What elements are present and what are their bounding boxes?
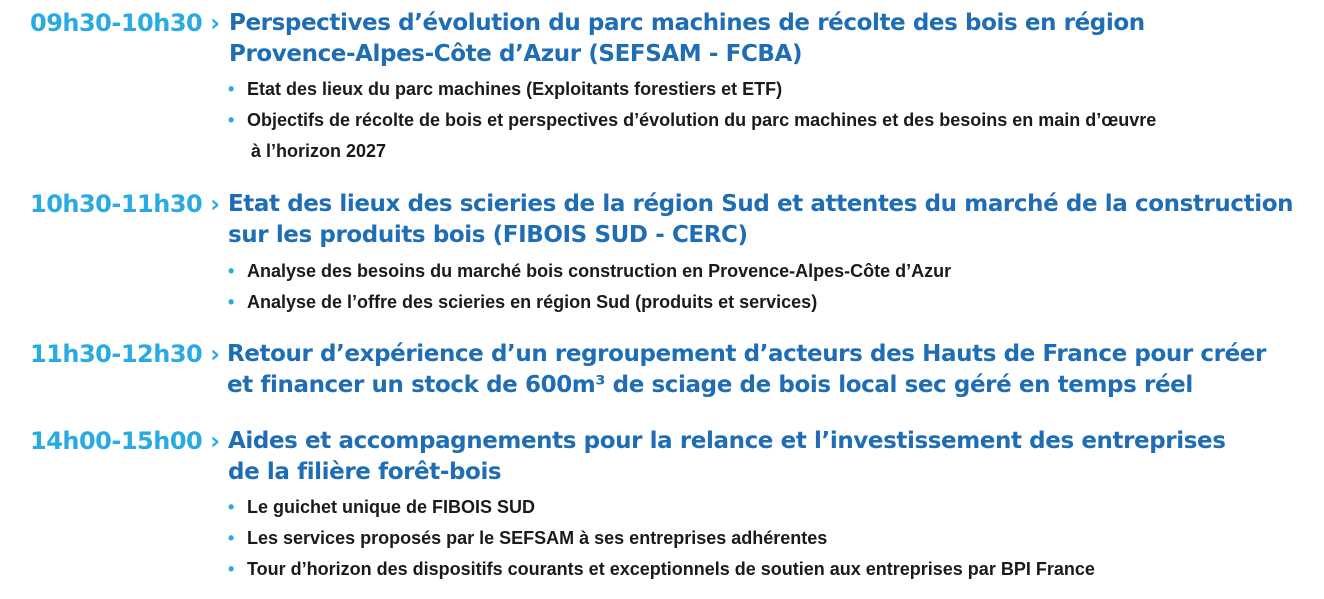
bullet-line: Le guichet unique de FIBOIS SUD [247, 497, 536, 517]
session-title [227, 339, 1266, 401]
bullet-icon: • [228, 292, 235, 312]
session-title-line: Etat des lieux des scieries de la région Sud et attentes du marché de la construction [228, 191, 1294, 217]
bullet-text [247, 256, 951, 287]
bullet-text [247, 74, 1156, 105]
bullet-icon: • [228, 110, 235, 130]
list-item [228, 492, 1095, 523]
bullet-line: Analyse des besoins du marché bois construction en Provence-Alpes-Côte d’Azur [247, 261, 952, 281]
bullet-text [247, 523, 1095, 554]
session-title-line: et financer un stock de 600m³ de sciage de bois local sec géré en temps réel [227, 372, 1193, 398]
session-title [228, 189, 1293, 251]
bullet-line: Les services proposés par le SEFSAM à ses entreprises adhérentes [247, 528, 828, 548]
bullet-list [228, 492, 1095, 585]
bullet-icon: • [228, 261, 235, 281]
session-title [228, 426, 1226, 488]
session-title-line: Provence-Alpes-Côte d’Azur (SEFSAM - FCBA) [229, 41, 803, 67]
session-title-line: Perspectives d’évolution du parc machines de récolte des bois en région [229, 10, 1145, 36]
bullet-line: Tour d’horizon des dispositifs courants et exceptionnels de soutien aux entreprises par BPI France [247, 559, 1095, 579]
bullet-line: Analyse de l’offre des scieries en région Sud (produits et services) [247, 292, 818, 312]
list-item [228, 287, 951, 318]
session-time: 10h30-11h30 › [30, 190, 220, 218]
bullet-line: à l’horizon 2027 [251, 141, 387, 161]
session-time: 09h30-10h30 › [30, 9, 220, 37]
session-title [229, 8, 1145, 70]
bullet-icon: • [228, 79, 235, 99]
bullet-text [247, 492, 1095, 523]
list-item [228, 554, 1095, 585]
session-title-line: sur les produits bois (FIBOIS SUD - CERC) [228, 222, 748, 248]
session-title-line: Aides et accompagnements pour la relance et l’investissement des entreprises [228, 428, 1226, 454]
bullet-icon: • [228, 497, 235, 517]
session-title-line: Retour d’expérience d’un regroupement d’acteurs des Hauts de France pour créer [227, 341, 1266, 367]
bullet-text [247, 287, 951, 318]
bullet-list [228, 74, 1156, 167]
bullet-text [247, 105, 1156, 167]
bullet-list [228, 256, 951, 318]
bullet-line: Objectifs de récolte de bois et perspectives d’évolution du parc machines et des besoins en main d’œuvre [247, 110, 1157, 130]
list-item [228, 256, 951, 287]
session-time: 11h30-12h30 › [30, 340, 220, 368]
list-item [228, 523, 1095, 554]
bullet-line: Etat des lieux du parc machines (Exploitants forestiers et ETF) [247, 79, 783, 99]
bullet-icon: • [228, 559, 235, 579]
bullet-text [247, 554, 1095, 585]
session-time: 14h00-15h00 › [30, 427, 220, 455]
session-title-line: de la filière forêt-bois [228, 459, 502, 485]
list-item [228, 74, 1156, 105]
list-item [228, 105, 1156, 167]
bullet-icon: • [228, 528, 235, 548]
